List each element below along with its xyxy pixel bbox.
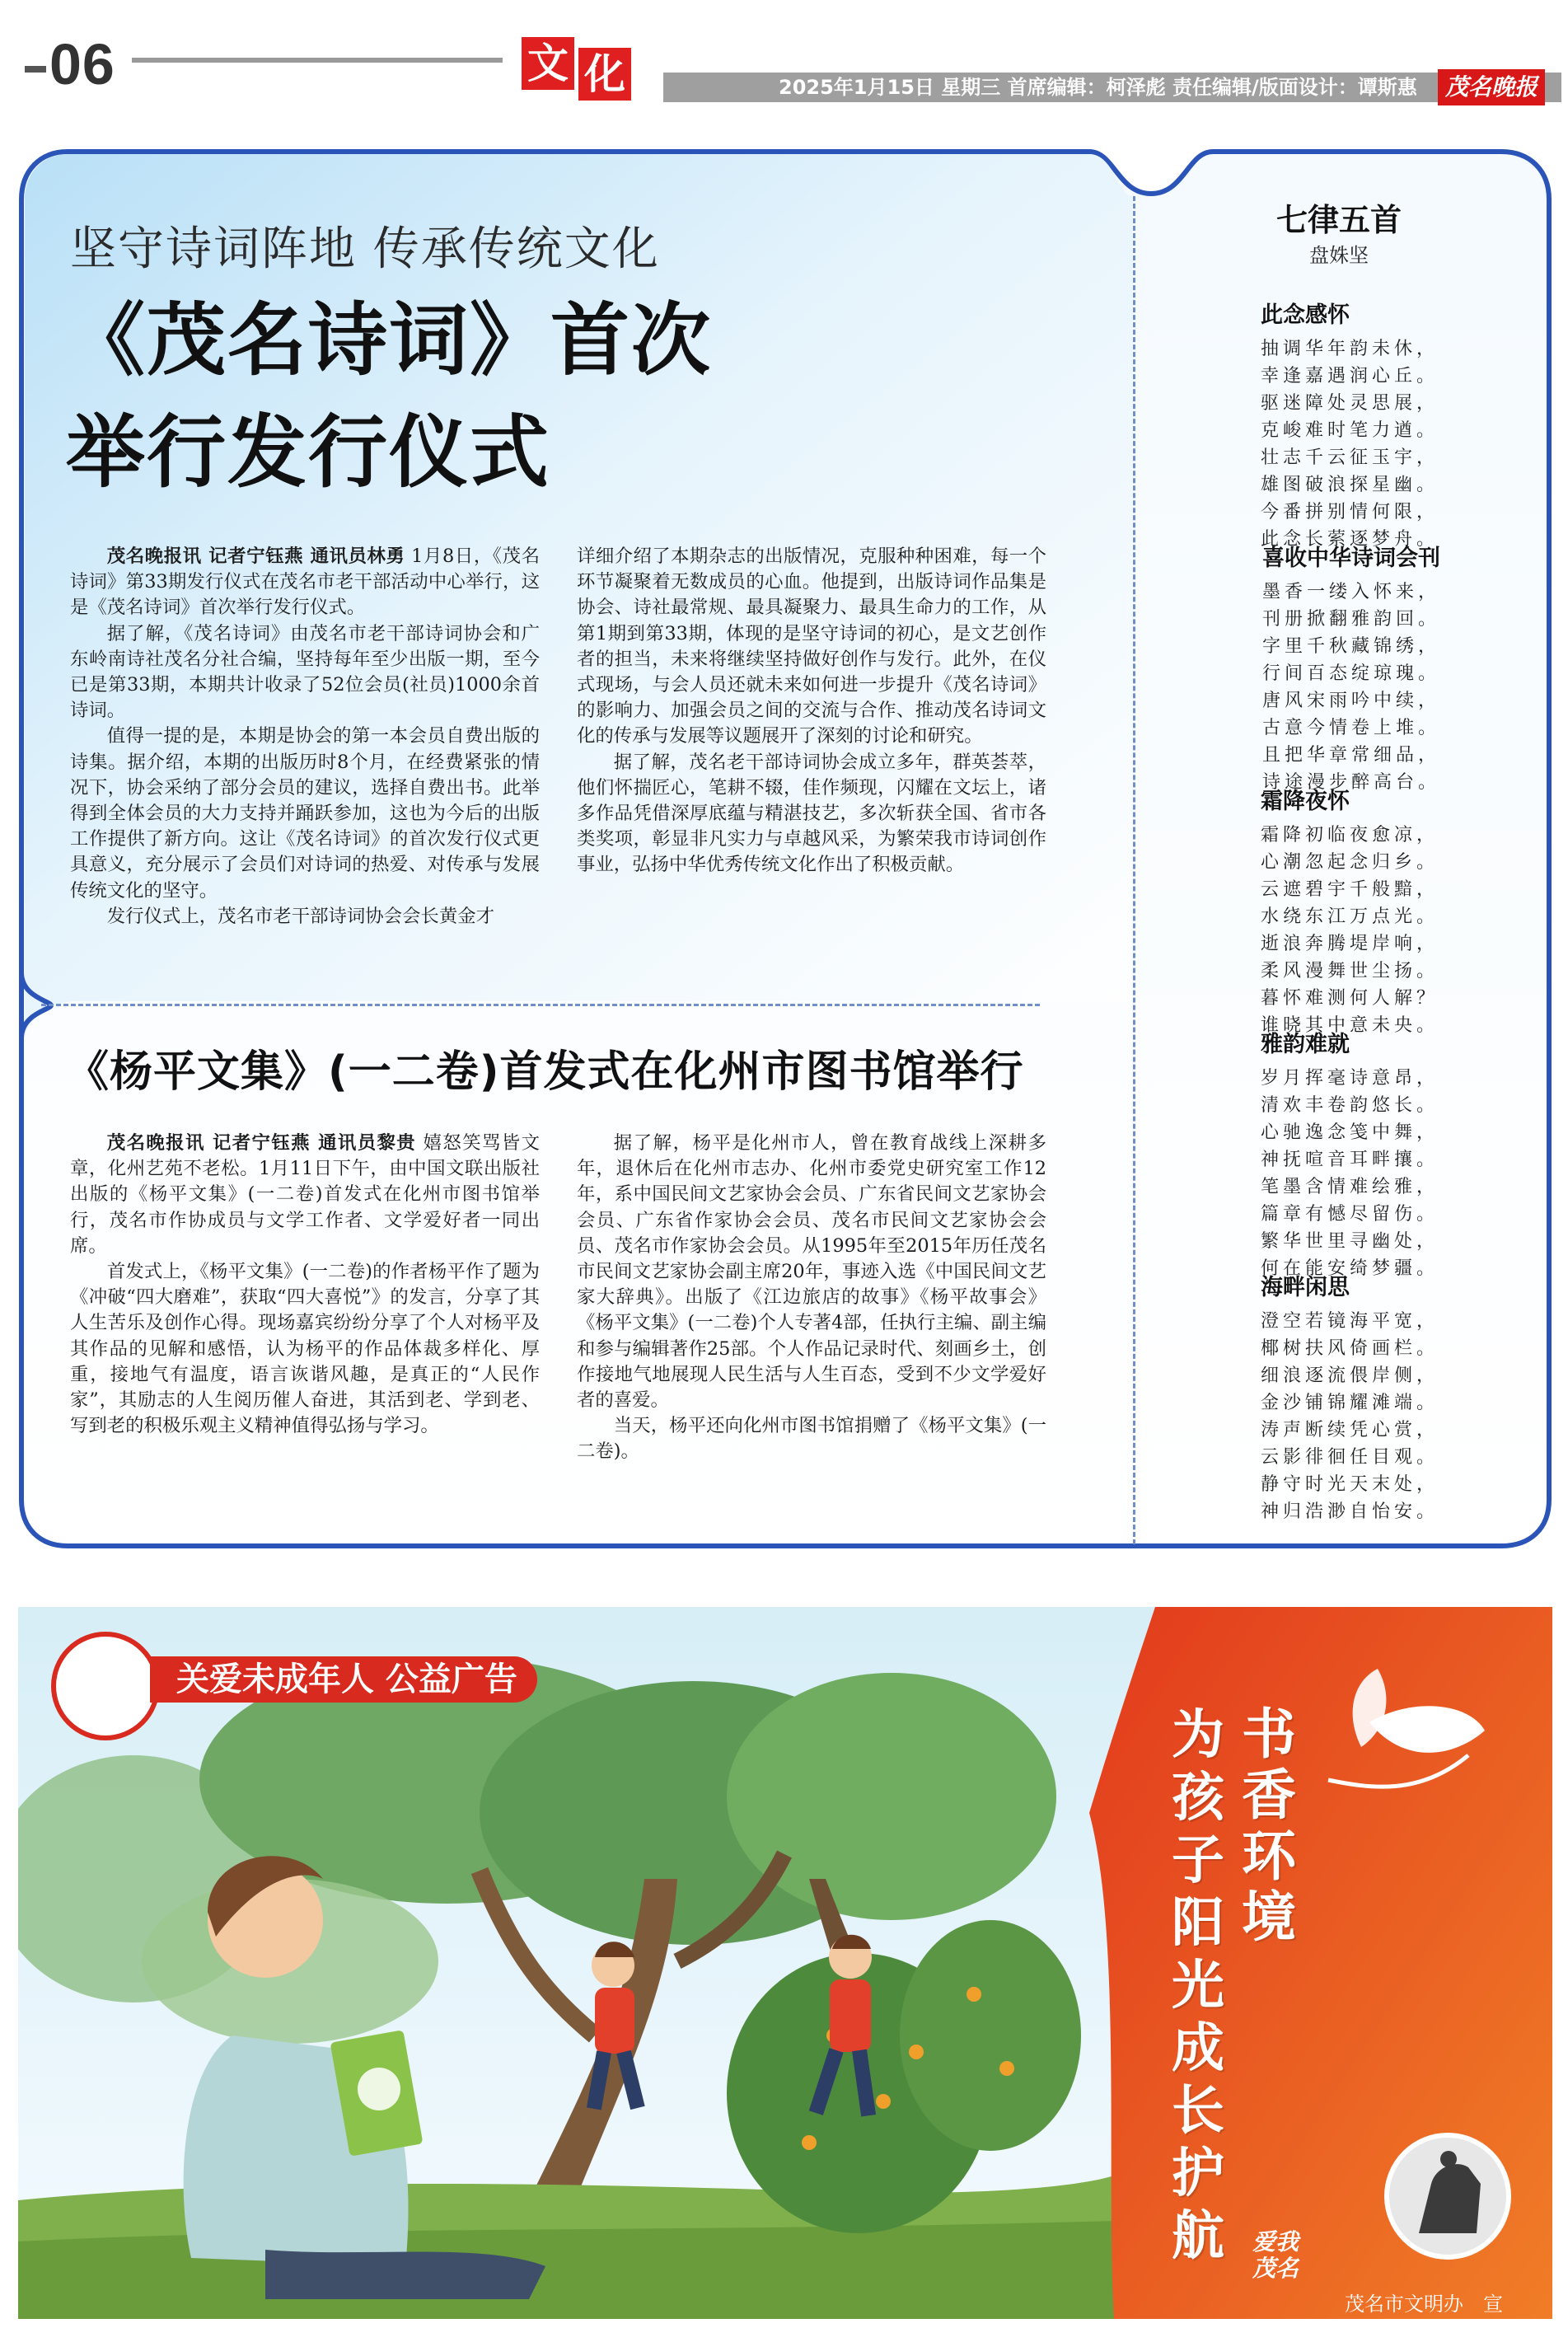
article2-paragraph: 据了解，杨平是化州市人，曾在教育战线上深耕多年，退休后在化州市志办、化州市委党史研究室工作12年，系中国民间文艺家协会会员、广东省民间文艺家协会会员、广东省作家协会会员、茂名市民间文艺家协会会员、茂名市作家协会会员。从1995年至2015年历任茂名市民间文艺家协会副主席20年，事迹入选《中国民间文艺家大辞典》。出版了《江边旅店的故事》《杨平故事会》《杨平文集》(一二卷)个人专著4部，任执行主编、副主编和参与编辑著作25部。个人作品记录时代、刻画乡土，创作接地气地展现人民生活与人生百态，受到不少文学爱好者的喜爱。 [577, 1132, 1046, 1412]
header-info-bar: 2025年1月15日 星期三 首席编辑：柯泽彪 责任编辑/版面设计：谭斯惠 [663, 73, 1561, 102]
poem-line: 暮怀难测何人解？ [1261, 988, 1439, 1009]
poem-block [1261, 1269, 1439, 1525]
article1-paragraph: 据了解，《茂名诗词》由茂名市老干部诗词协会和广东岭南诗社茂名分社合编，坚持每年至少出版一期，至今已是第33期，本期共计收录了52位会员(社员)1000余首诗词。 [70, 622, 540, 722]
poem-line: 行间百态绽琼瑰。 [1262, 663, 1441, 684]
poem-line: 壮志千云征玉宇， [1261, 447, 1439, 468]
poem-line: 神抚喧音耳畔攘。 [1261, 1150, 1439, 1170]
poem-block [1261, 297, 1439, 553]
header-rule [132, 58, 503, 63]
poem-line: 云遮碧宇千般黯， [1261, 879, 1439, 900]
ad-illustration [18, 1607, 1552, 2319]
poem-line: 雄图破浪探星幽。 [1261, 475, 1439, 495]
poem-block [1261, 783, 1439, 1039]
poem-line: 繁华世里寻幽处， [1261, 1231, 1439, 1252]
article1-paragraph: 值得一提的是，本期是协会的第一本会员自费出版的诗集。据介绍，本期的出版历时8个月，在经费紧张的情况下，协会采纳了部分会员的建议，选择自费出书。此举得到全体会员的大力支持并踊跃参加，这也为今后的出版工作提供了新方向。这让《茂名诗词》的首次发行仪式更具意义，充分展示了会员们对诗词的热爱、对传承与发展传统文化的坚守。 [70, 725, 540, 902]
poem-line: 何在能安绮梦疆。 [1261, 1258, 1439, 1279]
article-divider [41, 1004, 1040, 1006]
poem-line: 且把华章常细品， [1262, 745, 1441, 766]
poem-line: 水绕东江万点光。 [1261, 906, 1439, 927]
poem-line: 墨香一缕入怀来， [1262, 582, 1441, 602]
poem-line: 涛声断续凭心赏， [1261, 1420, 1439, 1440]
newspaper-logo: 茂名晚报 [1438, 69, 1545, 105]
poem-line: 字里千秋藏锦绣， [1262, 636, 1441, 657]
article1-column-1 [70, 544, 540, 930]
poem-line: 岁月挥毫诗意昂， [1261, 1068, 1439, 1089]
poem-line: 谁晓其中意未央。 [1261, 1015, 1439, 1036]
article2-column-1 [70, 1131, 540, 1439]
ad-footer-left: 爱我茂名 [1252, 2228, 1299, 2282]
poem-line: 抽调华年韵未休， [1261, 339, 1439, 359]
section-label-char-2: 化 [578, 48, 631, 101]
poem-line: 心驰逸念笺中舞， [1261, 1122, 1439, 1143]
poem-line: 驱迷障处灵思展， [1261, 393, 1439, 414]
poem-line: 清欢丰卷韵悠长。 [1261, 1095, 1439, 1116]
poem-line: 神归浩渺自怡安。 [1261, 1501, 1439, 1522]
article2-byline: 茂名晚报讯 记者宁钰燕 通讯员黎贵 [106, 1132, 417, 1154]
ad-slogan-line2: 为 孩 子 阳 光 成 长 护 航 [1172, 1705, 1224, 2267]
poem-title: 雅韵难就 [1261, 1032, 1350, 1057]
poem-title: 此念感怀 [1261, 302, 1350, 328]
poem-line: 今番拼别情何限， [1261, 502, 1439, 522]
poem-line: 古意今情卷上堆。 [1262, 718, 1441, 738]
poem-title: 喜收中华诗词会刊 [1262, 546, 1440, 571]
poem-line: 柔风漫舞世尘扬。 [1261, 961, 1439, 981]
poem-line: 刊册掀翻雅韵回。 [1262, 609, 1441, 630]
poem-line: 篇章有憾尽留伤。 [1261, 1204, 1439, 1225]
public-service-ad [18, 1607, 1552, 2319]
poem-line: 唐风宋雨吟中续， [1262, 691, 1441, 711]
poem-line: 金沙铺锦耀滩端。 [1261, 1393, 1439, 1413]
article2-lead-paragraph: 茂名晚报讯 记者宁钰燕 通讯员黎贵 嬉怒笑骂皆文章，化州艺苑不老松。1月11日下午，由中国文联出版社出版的《杨平文集》(一二卷)首发式在化州市图书馆举行，茂名市作协成员与文学工作者、文学爱好者一同出席。 [70, 1132, 540, 1257]
ad-badge: 关爱未成年人 公益广告 [150, 1656, 537, 1703]
article2-paragraph: 首发式上，《杨平文集》(一二卷)的作者杨平作了题为《冲破“四大磨难”，获取“四大喜悦”》的发言，分享了其人生苦乐及创作心得。现场嘉宾纷纷分享了个人对杨平及其作品的见解和感悟，认为杨平的作品体裁多样化、厚重，接地气有温度，语言诙谐风趣，是真正的“人民作家”，其励志的人生阅历催人奋进，其活到老、学到老、写到老的积极乐观主义精神值得弘扬与学习。 [70, 1261, 540, 1437]
poem-block [1262, 540, 1440, 796]
poem-column-divider [1133, 196, 1135, 1544]
poem-line: 心潮忽起念归乡。 [1261, 852, 1439, 873]
article1-lead-paragraph: 茂名晚报讯 记者宁钰燕 通讯员林勇 1月8日，《茂名诗词》第33期发行仪式在茂名市老干部活动中心举行，这是《茂名诗词》首次举行发行仪式。 [70, 546, 540, 619]
poem-line: 此念长萦逐梦舟。 [1261, 529, 1439, 550]
poem-line: 椰树扶风倚画栏。 [1261, 1338, 1439, 1359]
ad-footer-right: 茂名市文明办 宣 [1345, 2293, 1503, 2316]
poem-line: 逝浪奔腾堤岸响， [1261, 934, 1439, 954]
poem-line: 云影徘徊任目观。 [1261, 1447, 1439, 1468]
ad-logo-icon [51, 1632, 160, 1740]
article1-byline: 茂名晚报讯 记者宁钰燕 通讯员林勇 [106, 546, 405, 567]
article1-kicker: 坚守诗词阵地 传承传统文化 [70, 222, 660, 276]
poem-line: 静守时光天末处， [1261, 1474, 1439, 1495]
article1-headline-line1: 《茂名诗词》首次 [66, 294, 712, 386]
poem-line: 霜降初临夜愈凉， [1261, 825, 1439, 845]
article2-column-2 [577, 1131, 1046, 1465]
article1-paragraph: 发行仪式上，茂名市老干部诗词协会会长黄金才 [106, 905, 494, 927]
ad-slogan-line1: 书 香 环 境 [1242, 1703, 1296, 1949]
poem-line: 幸逢嘉遇润心丘。 [1261, 366, 1439, 386]
page-number: 06 [25, 31, 115, 97]
poem-line: 诗途漫步醉高台。 [1262, 772, 1441, 793]
article2-headline: 《杨平文集》(一二卷)首发式在化州市图书馆举行 [66, 1047, 1024, 1097]
article2-paragraph: 当天，杨平还向化州市图书馆捐赠了《杨平文集》(一二卷)。 [577, 1415, 1046, 1463]
article1-paragraph: 详细介绍了本期杂志的出版情况，克服种种困难，每一个环节凝聚着无数成员的心血。他提到，出版诗词作品集是协会、诗社最常规、最具凝聚力、最具生命力的工作，从第1期到第33期，体现的是坚守诗词的初心，是文艺创作者的担当，未来将继续坚持做好创作与发行。此外，在仪式现场，与会人员还就未来如何进一步提升《茂名诗词》的影响力、加强会员之间的交流与合作、推动茂名诗词文化的传承与发展等议题展开了深刻的讨论和研究。 [577, 546, 1046, 747]
poem-title: 海畔闲思 [1261, 1275, 1350, 1300]
poem-block [1261, 1026, 1439, 1282]
poem-line: 笔墨含情难绘雅， [1261, 1177, 1439, 1197]
poem-line: 细浪逐流偎岸侧， [1261, 1365, 1439, 1386]
article1-paragraph: 据了解，茂名老干部诗词协会成立多年，群英荟萃，他们怀揣匠心，笔耕不辍，佳作频现，闪耀在文坛上，诸多作品凭借深厚底蕴与精湛技艺，多次斩获全国、省市各类奖项，彰显非凡实力与卓越风采，为繁荣我市诗词创作事业，弘扬中华优秀传统文化作出了积极贡献。 [577, 751, 1046, 876]
poem-series-title: 七律五首 [1275, 202, 1402, 238]
poem-line: 澄空若镜海平宽， [1261, 1311, 1439, 1332]
poem-line: 克峻难时笔力遒。 [1261, 420, 1439, 441]
section-label-char-1: 文 [522, 37, 574, 90]
article1-headline [66, 284, 712, 508]
poem-author: 盘姝坚 [1309, 244, 1369, 267]
article1-column-2 [577, 544, 1046, 878]
article1-headline-line2: 举行发行仪式 [66, 406, 550, 499]
poem-title: 霜降夜怀 [1261, 789, 1350, 814]
